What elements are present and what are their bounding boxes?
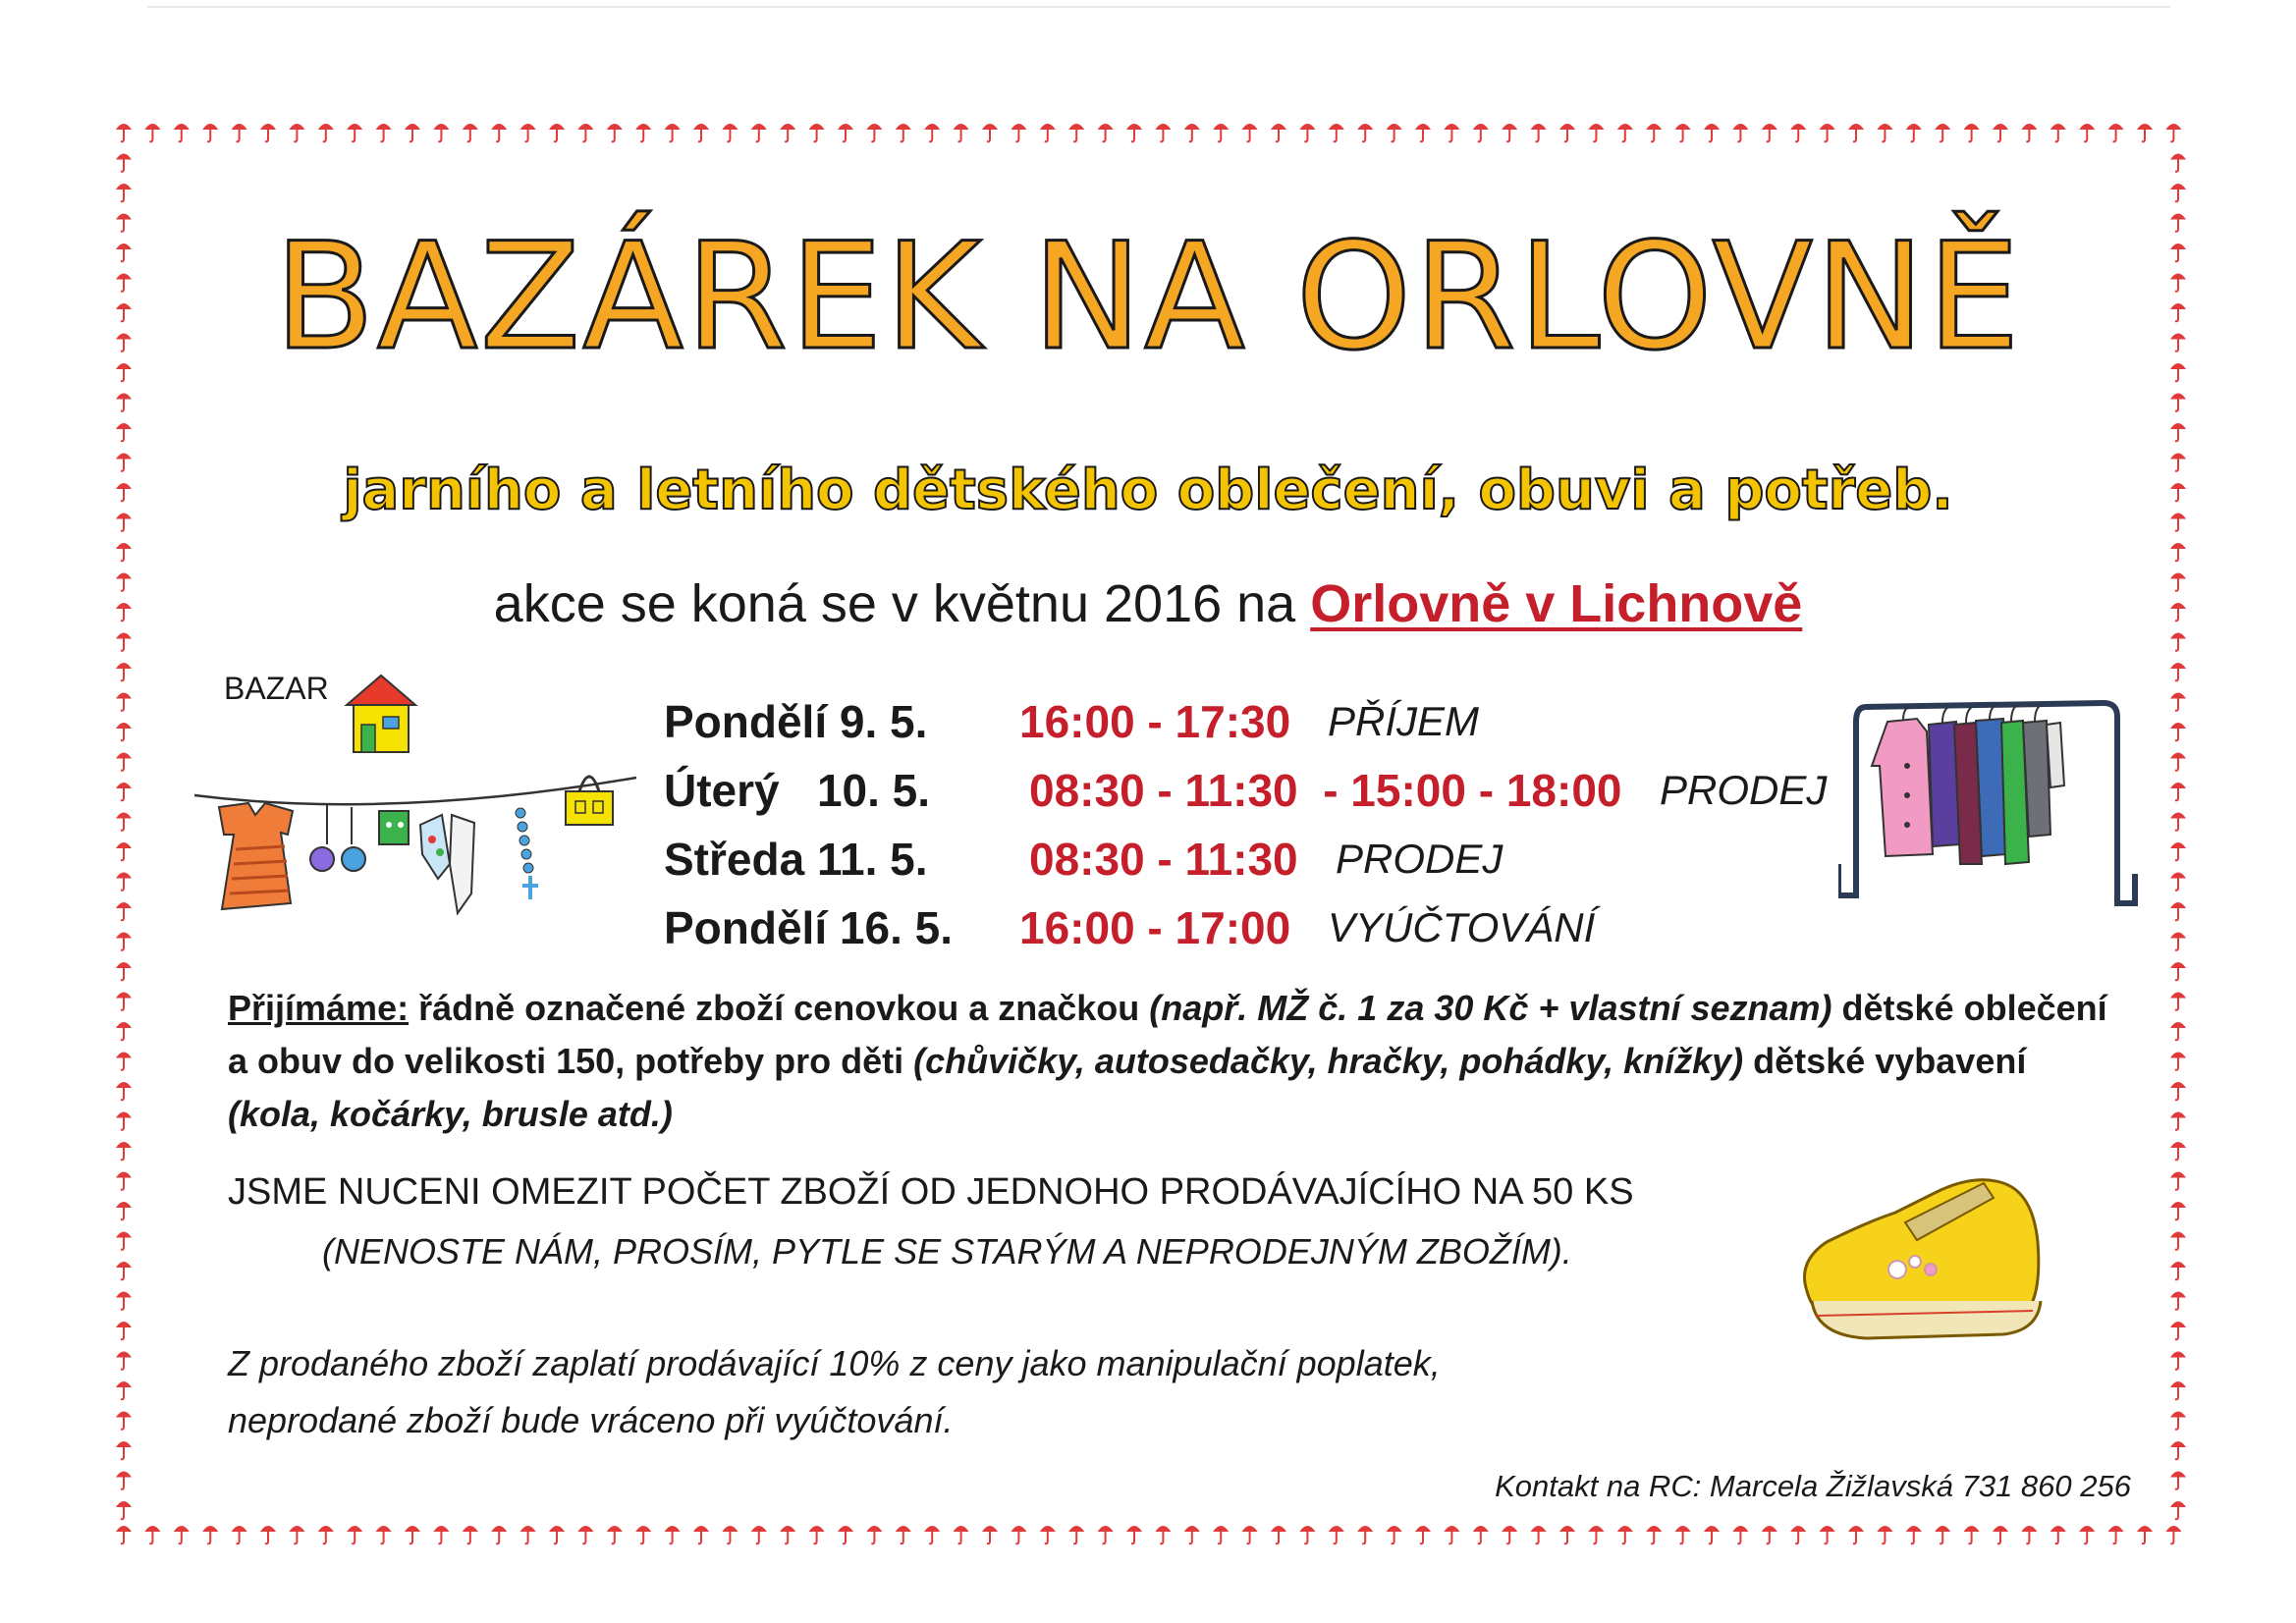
umbrella-icon [491,1526,507,1543]
umbrella-icon [2170,1262,2186,1279]
umbrella-icon [1098,124,1114,141]
umbrella-icon [2170,543,2186,561]
umbrella-icon [116,1501,132,1519]
small-shirt-icon [379,811,409,844]
umbrella-icon [116,753,132,771]
umbrella-icon [1184,124,1200,141]
umbrella-icon [722,124,738,141]
umbrella-icon [116,1202,132,1219]
yellow-shoe-illustration [1787,1154,2062,1365]
umbrella-icon [1155,124,1171,141]
umbrella-icon [1040,124,1056,141]
umbrella-icon [2170,842,2186,860]
umbrella-icon [693,1526,709,1543]
umbrella-icon [2170,723,2186,740]
umbrella-icon [1704,124,1720,141]
umbrella-icon [1299,1526,1315,1543]
umbrella-icon [1299,124,1315,141]
umbrella-icon [1531,124,1547,141]
umbrella-icon [1011,1526,1026,1543]
umbrella-icon [2170,1022,2186,1040]
umbrella-icon [2170,1202,2186,1219]
umbrella-icon [116,1441,132,1459]
umbrella-icon [116,1292,132,1310]
umbrella-icon [1588,124,1604,141]
fee-line: neprodané zboží bude vráceno při vyúčtování. [228,1400,954,1440]
umbrella-icon [1357,124,1373,141]
umbrella-icon [1675,124,1691,141]
umbrella-icon [1993,124,2008,141]
schedule-time: 16:00 - 17:00 [1019,902,1291,953]
umbrella-icon [433,1526,449,1543]
schedule-time: 08:30 - 11:30 [1029,834,1298,885]
umbrella-icon [1213,1526,1229,1543]
umbrella-icon [1848,124,1864,141]
shoe-icon [420,815,450,879]
umbrella-icon [232,1526,247,1543]
umbrella-icon [577,124,593,141]
umbrella-icon [376,1526,392,1543]
top-scan-line [147,6,2170,8]
umbrella-icon [1126,1526,1142,1543]
shoe-icon [450,815,474,913]
umbrella-icon [838,124,853,141]
umbrella-icon [289,124,304,141]
flower-icon [342,847,365,871]
umbrella-icon [116,962,132,980]
umbrella-icon [116,783,132,800]
umbrella-icon [1502,124,1517,141]
umbrella-icon [2170,1412,2186,1430]
umbrella-icon [1011,124,1026,141]
umbrella-icon [924,1526,940,1543]
umbrella-icon [2108,124,2124,141]
umbrella-icon [2170,1172,2186,1190]
umbrella-icon [1762,124,1777,141]
umbrella-icon [1155,1526,1171,1543]
umbrella-icon [2170,933,2186,950]
umbrella-icon [577,1526,593,1543]
umbrella-icon [260,124,276,141]
umbrella-icon [2170,184,2186,201]
umbrella-icon [896,124,911,141]
umbrella-icon [116,993,132,1010]
accept-label: Přijímáme: [228,988,410,1028]
umbrella-icon [809,124,825,141]
umbrella-icon [2170,1352,2186,1370]
umbrella-icon [144,1526,160,1543]
limit-note: (NENOSTE NÁM, PROSÍM, PYTLE SE STARÝM A NEPRODEJNÝM ZBOŽÍM). [322,1231,1572,1271]
umbrella-icon [838,1526,853,1543]
limit-notice: JSME NUCENI OMEZIT POČET ZBOŽÍ OD JEDNOHO PRODÁVAJÍCÍHO NA 50 KS [228,1171,1634,1213]
umbrella-icon [866,1526,882,1543]
umbrella-icon [722,1526,738,1543]
umbrella-icon [1444,124,1459,141]
umbrella-icon [2170,783,2186,800]
umbrella-icon [2170,1232,2186,1250]
umbrella-icon [1732,124,1748,141]
umbrella-icon [116,1262,132,1279]
umbrella-icon [116,933,132,950]
umbrella-icon [1820,124,1835,141]
shoe-sole [1812,1301,2041,1338]
umbrella-icon [924,124,940,141]
umbrella-icon [116,184,132,201]
umbrella-icon [1184,1526,1200,1543]
announcement-text: akce se koná se v květnu 2016 na [493,574,1311,633]
umbrella-icon [463,1526,478,1543]
umbrella-icon [520,1526,536,1543]
umbrella-icon [693,124,709,141]
umbrella-icon [318,124,334,141]
schedule-day: Úterý 10. 5. [664,765,931,816]
umbrella-icon [780,124,795,141]
umbrella-icon [405,1526,420,1543]
accept-example: (chůvičky, autosedačky, hračky, pohádky, knížky) [913,1041,1744,1081]
umbrella-icon [116,1053,132,1070]
schedule-day: Středa 11. 5. [664,834,928,885]
clothing-rack-illustration [1838,668,2153,918]
umbrella-icon [1762,1526,1777,1543]
umbrella-icon [751,124,767,141]
umbrella-icon [1559,1526,1575,1543]
umbrella-icon [174,124,190,141]
umbrella-icon [665,124,681,141]
poster-title: BAZÁREK NA ORLOVNĚ [274,212,2022,383]
umbrella-icon [318,1526,334,1543]
schedule-time: 08:30 - 11:30 - 15:00 - 18:00 [1029,765,1622,816]
announcement-place: Orlovně v Lichnově [1310,574,1803,633]
umbrella-icon [202,124,218,141]
umbrella-icon [116,842,132,860]
umbrella-icon [1646,1526,1662,1543]
pink-coat-icon [1872,719,1933,856]
umbrella-icon [1935,1526,1950,1543]
schedule-day: Pondělí 16. 5. [664,902,953,953]
rosary-icon [516,808,538,899]
umbrella-icon [1098,1526,1114,1543]
umbrella-icon [1790,124,1806,141]
umbrella-icon [2170,1501,2186,1519]
umbrella-icon [1877,1526,1892,1543]
umbrella-icon [1329,124,1344,141]
umbrella-icon [1906,124,1922,141]
umbrella-icon [376,124,392,141]
umbrella-icon [2170,1472,2186,1489]
umbrella-icon [1473,1526,1489,1543]
umbrella-icon [116,1112,132,1130]
umbrella-icon [2170,1292,2186,1310]
umbrella-icon [116,124,132,141]
umbrella-icon [2079,124,2095,141]
umbrella-icon [1848,1526,1864,1543]
umbrella-icon [1790,1526,1806,1543]
umbrella-icon [347,124,362,141]
umbrella-icon [2050,124,2066,141]
umbrella-icon [1415,124,1431,141]
white-shirt-icon [2047,723,2064,787]
umbrella-icon [289,1526,304,1543]
umbrella-icon [2079,1526,2095,1543]
umbrella-icon [1502,1526,1517,1543]
schedule-day: Pondělí 9. 5. [664,696,928,747]
schedule-activity: PRODEJ [1336,836,1503,882]
umbrella-icon [1531,1526,1547,1543]
umbrella-icon [2021,124,2037,141]
umbrella-icon [1646,124,1662,141]
schedule-activity: PŘÍJEM [1328,698,1480,744]
umbrella-icon [2170,663,2186,680]
umbrella-icon [1877,124,1892,141]
umbrella-icon [2170,993,2186,1010]
umbrella-icon [2050,1526,2066,1543]
schedule-time: 16:00 - 17:30 [1019,696,1291,747]
umbrella-icon [347,1526,362,1543]
umbrella-icon [954,124,969,141]
umbrella-icon [2108,1526,2124,1543]
umbrella-icon [2170,633,2186,651]
flower-icon [1888,1261,1906,1278]
poster-subtitle: jarního a letního dětského oblečení, obuvi a potřeb. [343,459,1953,522]
umbrella-icon [1704,1526,1720,1543]
umbrella-icon [2170,1381,2186,1399]
umbrella-icon [1126,124,1142,141]
umbrella-icon [463,124,478,141]
umbrella-icon [491,124,507,141]
umbrella-icon [954,1526,969,1543]
umbrella-icon [1559,124,1575,141]
umbrella-icon [1617,124,1633,141]
umbrella-icon [116,154,132,172]
umbrella-icon [1242,1526,1258,1543]
umbrella-icon [116,1472,132,1489]
umbrella-icon [2165,124,2181,141]
accept-example: (kola, kočárky, brusle atd.) [228,1094,673,1134]
umbrella-icon [116,543,132,561]
umbrella-icon [116,633,132,651]
umbrella-icon [2170,154,2186,172]
umbrella-icon [982,124,998,141]
umbrella-icon [116,1172,132,1190]
flower-icon [310,847,334,871]
umbrella-icon [2170,813,2186,831]
bazar-clothesline-illustration [194,668,685,947]
umbrella-icon [116,873,132,891]
umbrella-icon [1964,1526,1980,1543]
umbrella-icon [1588,1526,1604,1543]
umbrella-icon [1068,124,1084,141]
umbrella-icon [2170,873,2186,891]
bazar-sign-text: BAZAR [224,671,329,706]
umbrella-icon [2170,753,2186,771]
umbrella-icon [174,1526,190,1543]
umbrella-icon [1387,1526,1402,1543]
umbrella-icon [982,1526,998,1543]
umbrella-icon [635,1526,651,1543]
umbrella-icon [607,1526,623,1543]
umbrella-icon [2170,1112,2186,1130]
umbrella-icon [232,124,247,141]
umbrella-icon [809,1526,825,1543]
umbrella-icon [144,124,160,141]
umbrella-icon [549,124,565,141]
house-window [383,717,399,729]
umbrella-icon [1242,124,1258,141]
umbrella-icon [1040,1526,1056,1543]
fee-line: Z prodaného zboží zaplatí prodávající 10% z ceny jako manipulační poplatek, [228,1343,1441,1383]
umbrella-icon [116,902,132,920]
umbrella-icon [2165,1526,2181,1543]
umbrella-icon [2137,1526,2153,1543]
umbrella-icon [116,1022,132,1040]
accept-text: dětské oblečení a obuv do velikosti 150, potřeby pro děti [228,988,2107,1081]
accept-text: dětské vybavení [1743,1041,2027,1081]
umbrella-icon [520,124,536,141]
umbrella-icon [1271,1526,1286,1543]
umbrella-icon [549,1526,565,1543]
umbrella-icon [116,1082,132,1100]
contact-info: Kontakt na RC: Marcela Žižlavská 731 860 256 [1495,1469,2131,1503]
umbrella-icon [866,124,882,141]
umbrella-icon [2170,693,2186,711]
umbrella-icon [116,663,132,680]
umbrella-icon [1213,124,1229,141]
umbrella-icon [116,1352,132,1370]
announcement [0,574,2296,633]
umbrella-icon [2170,1441,2186,1459]
umbrella-icon [1906,1526,1922,1543]
umbrella-icon [202,1526,218,1543]
umbrella-icon [2170,902,2186,920]
umbrella-icon [116,1526,132,1543]
house-roof [347,676,415,705]
umbrella-icon [1820,1526,1835,1543]
umbrella-icon [116,394,132,411]
fee-notice [228,1335,1441,1449]
umbrella-icon [116,693,132,711]
umbrella-icon [2170,1322,2186,1339]
umbrella-icon [1415,1526,1431,1543]
umbrella-icon [116,1412,132,1430]
umbrella-icon [780,1526,795,1543]
umbrella-icon [607,124,623,141]
accept-paragraph [228,982,2113,1141]
accept-text: řádně označené zboží cenovkou a značkou [409,988,1150,1028]
umbrella-icon [1387,124,1402,141]
umbrella-icon [2170,1142,2186,1160]
umbrella-icon [1675,1526,1691,1543]
umbrella-icon [1473,124,1489,141]
umbrella-icon [1329,1526,1344,1543]
umbrella-icon [260,1526,276,1543]
umbrella-icon [1068,1526,1084,1543]
umbrella-icon [1964,124,1980,141]
umbrella-icon [2170,423,2186,441]
house-door [361,725,375,752]
accept-example: (např. MŽ č. 1 za 30 Kč + vlastní seznam) [1149,988,1832,1028]
umbrella-icon [1444,1526,1459,1543]
umbrella-icon [116,1322,132,1339]
umbrella-icon [2170,1082,2186,1100]
umbrella-icon [1357,1526,1373,1543]
umbrella-icon [2021,1526,2037,1543]
schedule-activity: VYÚČTOVÁNÍ [1328,904,1596,950]
umbrella-icon [116,423,132,441]
umbrella-icon [116,723,132,740]
umbrella-icon [116,813,132,831]
umbrella-icon [405,124,420,141]
schedule-activity: PRODEJ [1660,767,1828,813]
umbrella-icon [116,1381,132,1399]
umbrella-icon [1271,124,1286,141]
umbrella-icon [896,1526,911,1543]
umbrella-icon [1935,124,1950,141]
umbrella-icon [116,1142,132,1160]
umbrella-icon [2170,1053,2186,1070]
umbrella-icon [116,1232,132,1250]
umbrella-icon [1617,1526,1633,1543]
umbrella-icon [433,124,449,141]
umbrella-icon [665,1526,681,1543]
umbrella-icon [1732,1526,1748,1543]
umbrella-icon [2137,124,2153,141]
umbrella-icon [2170,394,2186,411]
umbrella-icon [635,124,651,141]
gray-shirt-icon [2023,721,2050,837]
purse-icon [566,791,613,825]
umbrella-icon [1993,1526,2008,1543]
umbrella-icon [751,1526,767,1543]
umbrella-icon [2170,962,2186,980]
